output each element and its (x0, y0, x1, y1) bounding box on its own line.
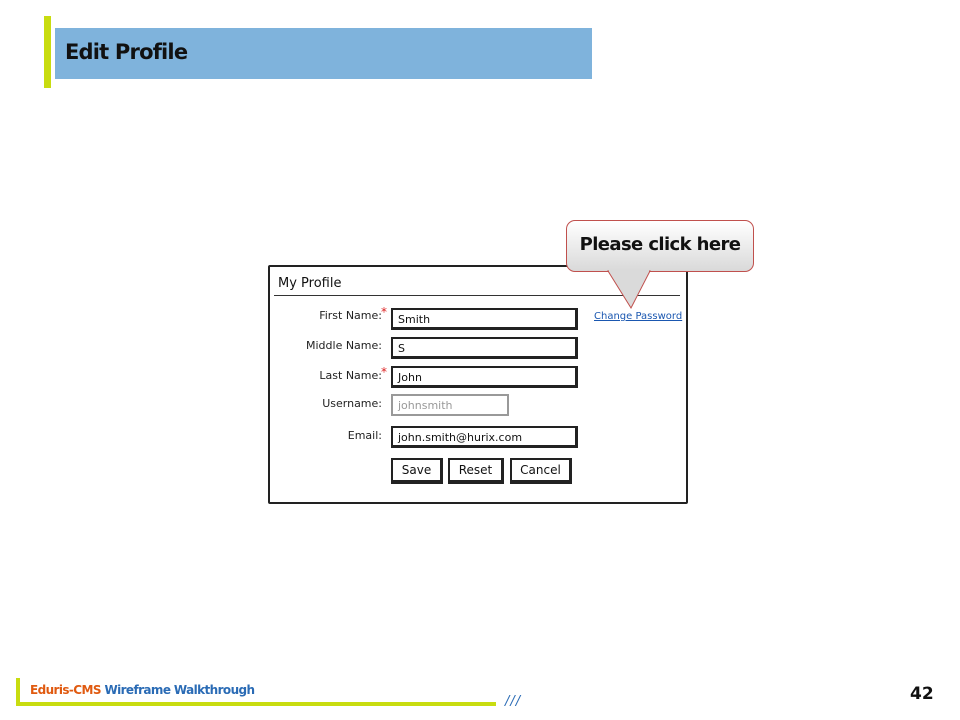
email-field[interactable]: john.smith@hurix.com (391, 426, 578, 448)
brand-name: Eduris-CMS (30, 683, 101, 697)
middle-name-label: Middle Name: (306, 339, 382, 352)
last-name-required-marker: * (381, 365, 387, 379)
reset-button[interactable]: Reset (448, 458, 504, 484)
username-field: johnsmith (391, 394, 509, 416)
footer-brand (30, 683, 254, 697)
change-password-link[interactable]: Change Password (594, 311, 683, 322)
first-name-label: First Name: (319, 309, 382, 322)
page-title: Edit Profile (65, 40, 188, 64)
save-button[interactable]: Save (391, 458, 443, 484)
page-number: 42 (910, 684, 934, 704)
profile-heading: My Profile (278, 276, 342, 291)
last-name-label: Last Name: (319, 369, 382, 382)
cancel-button[interactable]: Cancel (510, 458, 572, 484)
footer-slashes: /// (505, 694, 522, 709)
callout-text: Please click here (579, 234, 741, 255)
username-label: Username: (322, 397, 382, 410)
footer-underline (20, 702, 496, 706)
brand-subtitle: Wireframe Walkthrough (100, 683, 255, 697)
first-name-required-marker: * (381, 305, 387, 319)
last-name-field[interactable]: John (391, 366, 578, 388)
middle-name-field[interactable]: S (391, 337, 578, 359)
email-label: Email: (347, 429, 382, 442)
first-name-field[interactable]: Smith (391, 308, 578, 330)
